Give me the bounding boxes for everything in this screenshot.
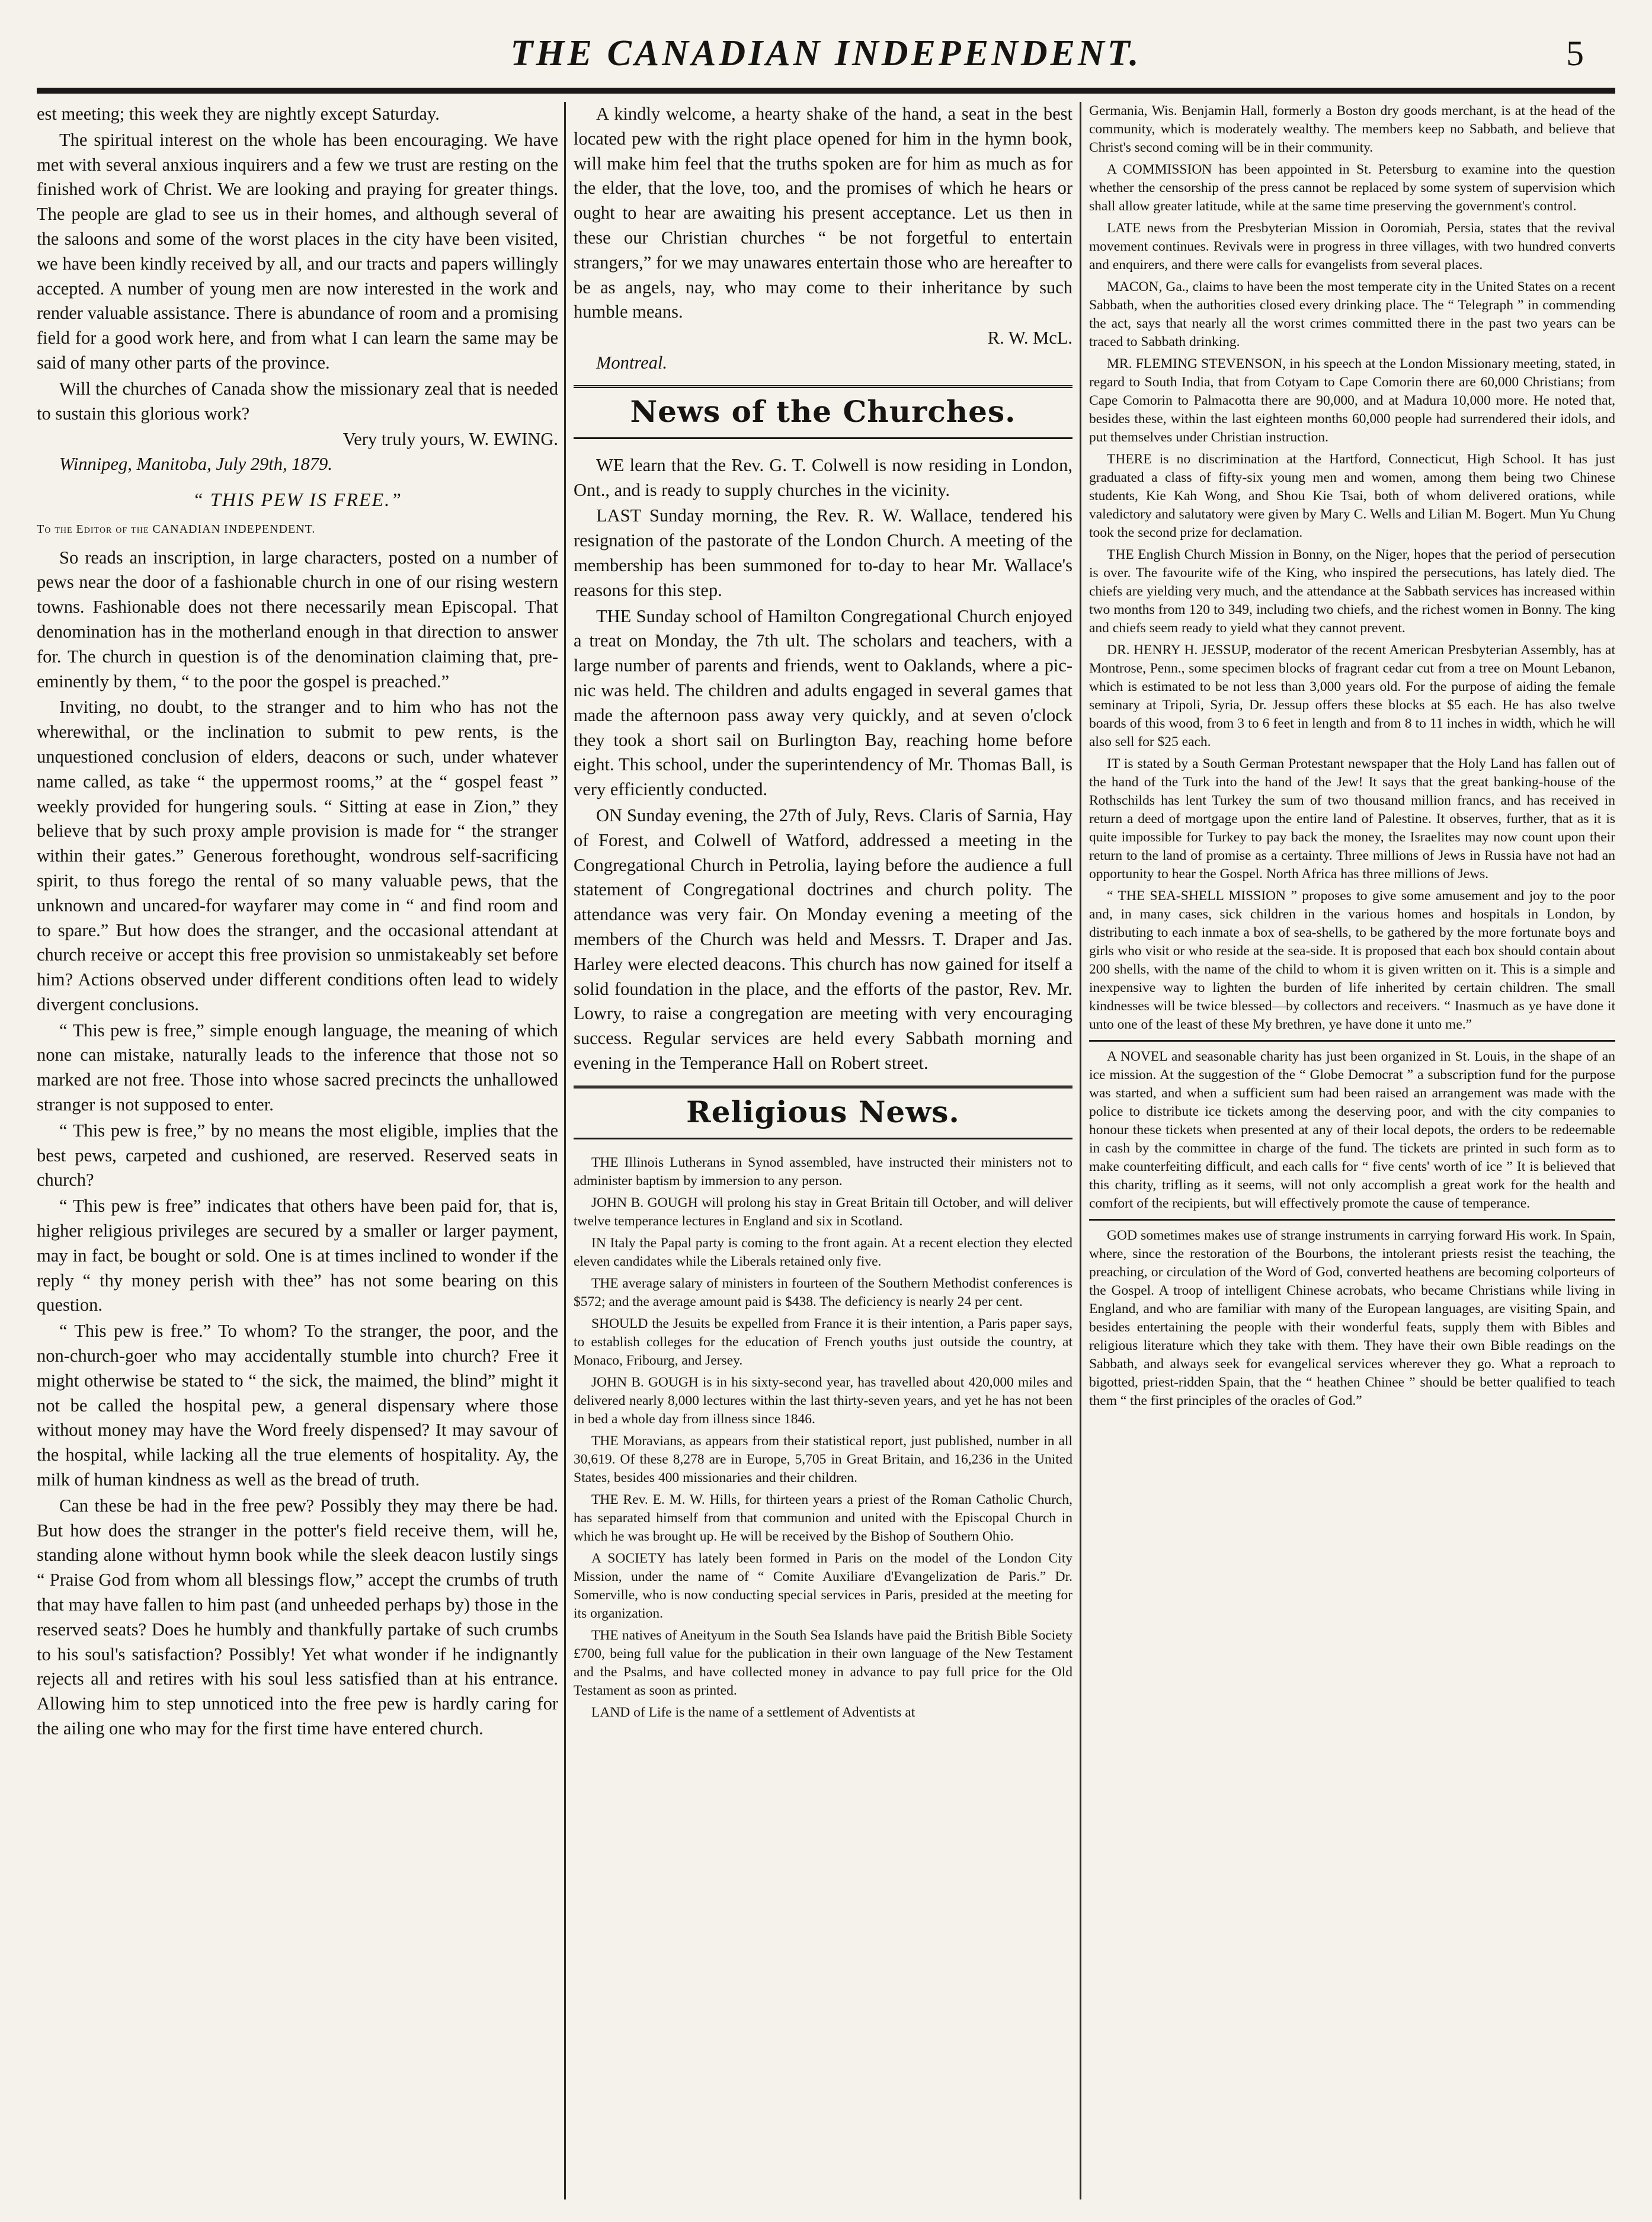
paragraph: Inviting, no doubt, to the stranger and to him who has not the wherewithal, or the inclination to submit to pew rents, is the unquestioned conclusion of elders, deacons or such, under whatever name called, as take “ the uppermost rooms,” at the “ gospel feast ” weekly provided for hungering souls. “ Sitting at ease in Zion,” they believe that by such proxy ample provision is made for “ the stranger within their gates.” Generous forethought, wondrous self-sacrificing spirit, to thus forego the rental of so many valuable pews, that the unknown and uncared-for wayfarer may come in “ and find room and to spare.” But how does the stranger, and the occasional attendant at church receive or accept this free provision so unmistakeably set before him? Actions observed under different conditions often lead to widely divergent conclusions.: [37, 697, 558, 1014]
signature: Very truly yours, W. EWING.: [342, 429, 558, 450]
page-number: 5: [1566, 34, 1584, 73]
news-item: IT is stated by a South German Protestant newspaper that the Holy Land has fallen out of the hand of the Turk into the hand of the Jew! It says that the great banking-house of the Rothschilds has lent Turkey the sum of two thousand million francs, and has received in return a deed of mortgage upon the entire land of Palestine. It observes, further, that as it is quite impossible for Turkey to pay back the money, the Israelites may now count upon their return to the land of promise as a certainty. Three millions of Jews in Russia have not had an opportunity to hear the Gospel. North Africa has three millions of Jews.: [1089, 756, 1615, 882]
column-divider: [1080, 102, 1081, 2199]
news-item: MR. FLEMING STEVENSON, in his speech at the London Missionary meeting, stated, in regard to South India, that from Cotyam to Cape Comorin there are 60,000 Christians; from Cape Comorin to Palmacotta there are 90,000, and at Madura 10,000 more. He noted that, besides these, within the last eighteen months 60,000 people had surrendered their idols, and put themselves under Christian instruction.: [1089, 356, 1615, 445]
editor-salutation: To the Editor of the CANADIAN INDEPENDENT.: [37, 522, 316, 536]
paragraph: “ This pew is free,” simple enough language, the meaning of which none can mistake, naturally leads to the inference that those not so marked are not free. Those into whose sacred precincts the unhallowed stranger is not supposed to enter.: [37, 1020, 558, 1115]
news-item: A COMMISSION has been appointed in St. Petersburg to examine into the question whether the censorship of the press cannot be replaced by some system of supervision which shall allow greater latitude, while at the same time preserving the government's control.: [1089, 162, 1615, 214]
column-middle: [574, 102, 1072, 2199]
news-item: DR. HENRY H. JESSUP, moderator of the recent American Presbyterian Assembly, has at Montrose, Penn., some specimen blocks of fragrant cedar cut from a tree on Mount Lebanon, which is estimated to be not less than 3,000 years old. For the purpose of aiding the female seminary at Tripoli, Syria, Dr. Jessup offers these blocks at $5 each. He has also twelve boards of this wood, from 3 to 6 feet in length and from 8 to 11 inches in width, which he will also sell for $25 each.: [1089, 642, 1615, 750]
section-heading-religious: Religious News.: [574, 1086, 1072, 1139]
news-item: “ THE SEA-SHELL MISSION ” proposes to give some amusement and joy to the poor and, in many cases, sick children in the various homes and hospitals in London, by distributing to each inmate a box of sea-shells, to be gathered by the more fortunate boys and girls who visit or who reside at the sea-side. It is proposed that each box should contain about 200 shells, with the name of the child to whom it is given written on it. This is a simple and inexpensive way to lighten the burden of life inherited by certain children. The small kindnesses will be twice blessed—by collectors and receivers. “ Inasmuch as ye have done it unto one of the least of these My brethren, ye have done it unto me.”: [1089, 888, 1615, 1032]
news-item: Germania, Wis. Benjamin Hall, formerly a Boston dry goods merchant, is at the head of the community, which is moderately wealthy. The members keep no Sabbath, and believe that Christ's second coming will be in their community.: [1089, 103, 1615, 155]
news-item: A SOCIETY has lately been formed in Paris on the model of the London City Mission, under the name of “ Comite Auxiliare d'Evangelization de Paris.” Dr. Somerville, who is now conducting special services in Paris, presided at the meeting for its organization.: [574, 1550, 1072, 1621]
news-item: THERE is no discrimination at the Hartford, Connecticut, High School. It has just graduated a class of fifty-six young men and women, among them being two Chinese students, Kie Kah Wong, and Shou Kie Tsai, both of whom delivered orations, while valedictory and salutatory were given by Mary C. Wells and Lilian M. Bogert. Mun Yu Chung took the second prize for declamation.: [1089, 452, 1615, 540]
news-item: ON Sunday evening, the 27th of July, Revs. Claris of Sarnia, Hay of Forest, and Colwell of Watford, addressed a meeting in the Congregational Church in Petrolia, laying before the audience a full statement of Congregational doctrines and church polity. The attendance was very fair. On Monday evening a meeting of the members of the Church was held and Messrs. T. Draper and Jas. Harley were elected deacons. This church has now gained for itself a solid foundation in the place, and the efforts of the pastor, Rev. Mr. Lowry, to raise a congregation are meeting with very encouraging success. Regular services are held every Sabbath morning and evening in the Temperance Hall on Robert street.: [574, 805, 1072, 1073]
news-item: LAND of Life is the name of a settlement of Adventists at: [591, 1704, 915, 1720]
news-item: WE learn that the Rev. G. T. Colwell is now residing in London, Ont., and is ready to supply churches in the vicinity.: [574, 454, 1072, 500]
paragraph: “ This pew is free” indicates that others have been paid for, that is, higher religious privileges are secured by a smaller or larger payment, may in fact, be bought or sold. One is at times inclined to wonder if the reply “ thy money perish with thee” has not some bearing on this question.: [37, 1196, 558, 1315]
place-line: Montreal.: [596, 352, 668, 373]
news-item: THE average salary of ministers in fourteen of the Southern Methodist conferences is $572; and the average amount paid is $438. The deficiency is nearly 24 per cent.: [574, 1275, 1072, 1309]
news-item: SHOULD the Jesuits be expelled from France it is their intention, a Paris paper says, to establish colleges for the education of French youths just outside the country, at Monaco, Fribourg, and Jersey.: [574, 1315, 1072, 1368]
column-right: [1089, 102, 1615, 2199]
paragraph: “ This pew is free.” To whom? To the stranger, the poor, and the non-church-goer who may accidentally stumble into church? Free it might otherwise be stated to “ the sick, the maimed, the blind” might it not be called the hospital pew, a general dispensary where those without money may have the Word freely dispensed? It may savour of the hospital, while lacking all the true elements of hospitality. Ay, the milk of human kindness as well as the bread of truth.: [37, 1321, 558, 1490]
news-item: THE natives of Aneityum in the South Sea Islands have paid the British Bible Society £700, being full value for the publication in their own language of the New Testament and the Psalms, and have collected money in advance to pay full price for the Old Testament as soon as printed.: [574, 1627, 1072, 1698]
news-item: IN Italy the Papal party is coming to the front again. At a recent election they elected eleven candidates while the Liberals retained only five.: [574, 1235, 1072, 1269]
column-left: [37, 102, 558, 2199]
signature: R. W. McL.: [987, 328, 1072, 348]
news-item: LATE news from the Presbyterian Mission in Ooromiah, Persia, states that the revival movement continues. Revivals were in progress in three villages, with two hundred converts and enquirers, and there were calls for evangelists from several places.: [1089, 220, 1615, 273]
paragraph: The spiritual interest on the whole has been encouraging. We have met with several anxious inquirers and a few we trust are resting on the finished work of Christ. We are looking and praying for greater things. The people are glad to see us in their homes, and although several of the saloons and some of the worst places in the city have been visited, we have been kindly received by all, and our tracts and papers willingly accepted. A number of young men are now interested in the work and render valuable assistance. There is abundance of room and a promising field for a good work here, and from what I can learn the same may be said of many other parts of the province.: [37, 129, 558, 373]
news-item: THE English Church Mission in Bonny, on the Niger, hopes that the period of persecution is over. The favourite wife of the King, who inspired the persecutions, has lately died. The chiefs are yielding very much, and the attendance at the Sabbath services has increased within two months from 120 to 349, including two chiefs, and the richest women in Bonny. The king and chiefs seem ready to yield what they cannot prevent.: [1089, 547, 1615, 636]
news-item: THE Illinois Lutherans in Synod assembled, have instructed their ministers not to administer baptism by immersion to any person.: [574, 1154, 1072, 1189]
header-rule: [37, 88, 1615, 94]
paragraph: “ This pew is free,” by no means the most eligible, implies that the best pews, carpeted and cushioned, are reserved. Reserved seats in church?: [37, 1120, 558, 1190]
masthead: THE CANADIAN INDEPENDENT.: [510, 33, 1142, 73]
news-item: A NOVEL and seasonable charity has just been organized in St. Louis, in the shape of an ice mission. At the suggestion of the “ Globe Democrat ” a subscription fund for the purpose was started, and when a sufficient sum had been raised an arrangement was made with the police to distribute ice tickets among the deserving poor, and with the city companies to honour these tickets when presented at any of their local depots, the orders to be redeemable in cash by the committee in charge of the fund. The tickets are printed in such form as to make counterfeiting difficult, and each calls for “ five cents' worth of ice ” It is believed that this charity, trifling as it seems, will not only accomplish a great work for the health and comfort of the recipients, but will effectively promote the cause of temperance.: [1089, 1049, 1615, 1211]
paragraph: A kindly welcome, a hearty shake of the hand, a seat in the best located pew with the right place opened for him in the hymn book, will make him feel that the truths spoken are for him as much as for the elder, that the love, too, and the promises of which he hears or ought to hear are awaiting his present acceptance. Let us then in these our Christian churches “ be not forgetful to entertain strangers,” for we may unawares entertain those who are hereafter to be as angels, nay, who may come to their inheritance by such humble means.: [574, 104, 1072, 322]
article-title: “ THIS PEW IS FREE.”: [193, 488, 402, 510]
divider: [1089, 1040, 1615, 1042]
section-heading-news: News of the Churches.: [574, 385, 1072, 439]
paragraph: Will the churches of Canada show the missionary zeal that is needed to sustain this glorious work?: [37, 378, 558, 424]
paragraph: est meeting; this week they are nightly except Saturday.: [37, 104, 440, 124]
news-item: MACON, Ga., claims to have been the most temperate city in the United States on a recent Sabbath, when the authorities closed every drinking place. The “ Telegraph ” in commending the act, says that nearly all the worst crimes committed there in the past two years can be traced to Sabbath drinking.: [1089, 279, 1615, 350]
paragraph: So reads an inscription, in large characters, posted on a number of pews near the door of a fashionable church in one of our rising western towns. Fashionable does not there necessarily mean Episcopal. That denomination has in the motherland enough in that direction to answer for. The church in question is of the denomination claiming that, pre-eminently by them, “ to the poor the gospel is preached.”: [37, 547, 558, 691]
news-item: THE Rev. E. M. W. Hills, for thirteen years a priest of the Roman Catholic Church, has separated himself from that communion and united with the Episcopal Church in which he was brought up. He will be received by the Bishop of Southern Ohio.: [574, 1491, 1072, 1544]
news-item: THE Sunday school of Hamilton Congregational Church enjoyed a treat on Monday, the 7th ult. The scholars and teachers, with a large number of parents and friends, went to Oaklands, where a pic-nic was held. The children and adults engaged in several games that made the afternoon pass away very quickly, and at seven o'clock they took a short sail on Burlington Bay, reaching home before eight. This school, under the superintendency of Mr. Thomas Ball, is very efficiently conducted.: [574, 606, 1072, 800]
page-header: [0, 24, 1652, 89]
divider: [1089, 1219, 1615, 1221]
dateline: Winnipeg, Manitoba, July 29th, 1879.: [59, 454, 332, 475]
news-item: JOHN B. GOUGH is in his sixty-second year, has travelled about 420,000 miles and delivered nearly 8,000 lectures within the last thirty-seven years, and yet he has not been in bed a whole day from illness since 1846.: [574, 1374, 1072, 1427]
news-item: JOHN B. GOUGH will prolong his stay in Great Britain till October, and will deliver twelve temperance lectures in England and six in Scotland.: [574, 1195, 1072, 1229]
paragraph: Can these be had in the free pew? Possibly they may there be had. But how does the stranger in the potter's field receive them, will he, standing alone without hymn book while the sleek deacon lustily sings “ Praise God from whom all blessings flow,” accept the crumbs of truth that may have fallen to him past (and unheeded perhaps by) those in the reserved seats? Does he humbly and thankfully partake of such crumbs to his soul's satisfaction? Possibly! Yet what wonder if he indignantly rejects all and retires with his soul less satisfied than at his entrance. Allowing him to step unnoticed into the free pew is hardly caring for the ailing one who may for the first time have entered church.: [37, 1495, 558, 1738]
news-item: LAST Sunday morning, the Rev. R. W. Wallace, tendered his resignation of the pastorate of the London Church. A meeting of the membership has been summoned for to-day to hear Mr. Wallace's reasons for this step.: [574, 505, 1072, 600]
news-item: GOD sometimes makes use of strange instruments in carrying forward His work. In Spain, where, since the restoration of the Bourbons, the intolerant priests resist the teaching, the preaching, or circulation of the Word of God, converted heathens are becoming colporteurs of the Gospel. A troop of intelligent Chinese acrobats, who became Christians while living in England, and who are familiar with many of the European languages, are visiting Spain, and besides entertaining the people with their wonderful feats, supply them with Bibles and religious literature which they take with them. They have their own Bible readings on the Sabbath, and always seek for evangelical services wherever they go. What a reproach to bigotted, priest-ridden Spain, that the “ heathen Chinee ” should be better qualified to teach them “ the first principles of the oracles of God.”: [1089, 1228, 1615, 1408]
news-item: THE Moravians, as appears from their statistical report, just published, number in all 30,619. Of these 8,278 are in Europe, 5,705 in Great Britain, and 16,236 in the United States, besides 400 missionaries and their children.: [574, 1433, 1072, 1485]
column-divider: [564, 102, 566, 2199]
